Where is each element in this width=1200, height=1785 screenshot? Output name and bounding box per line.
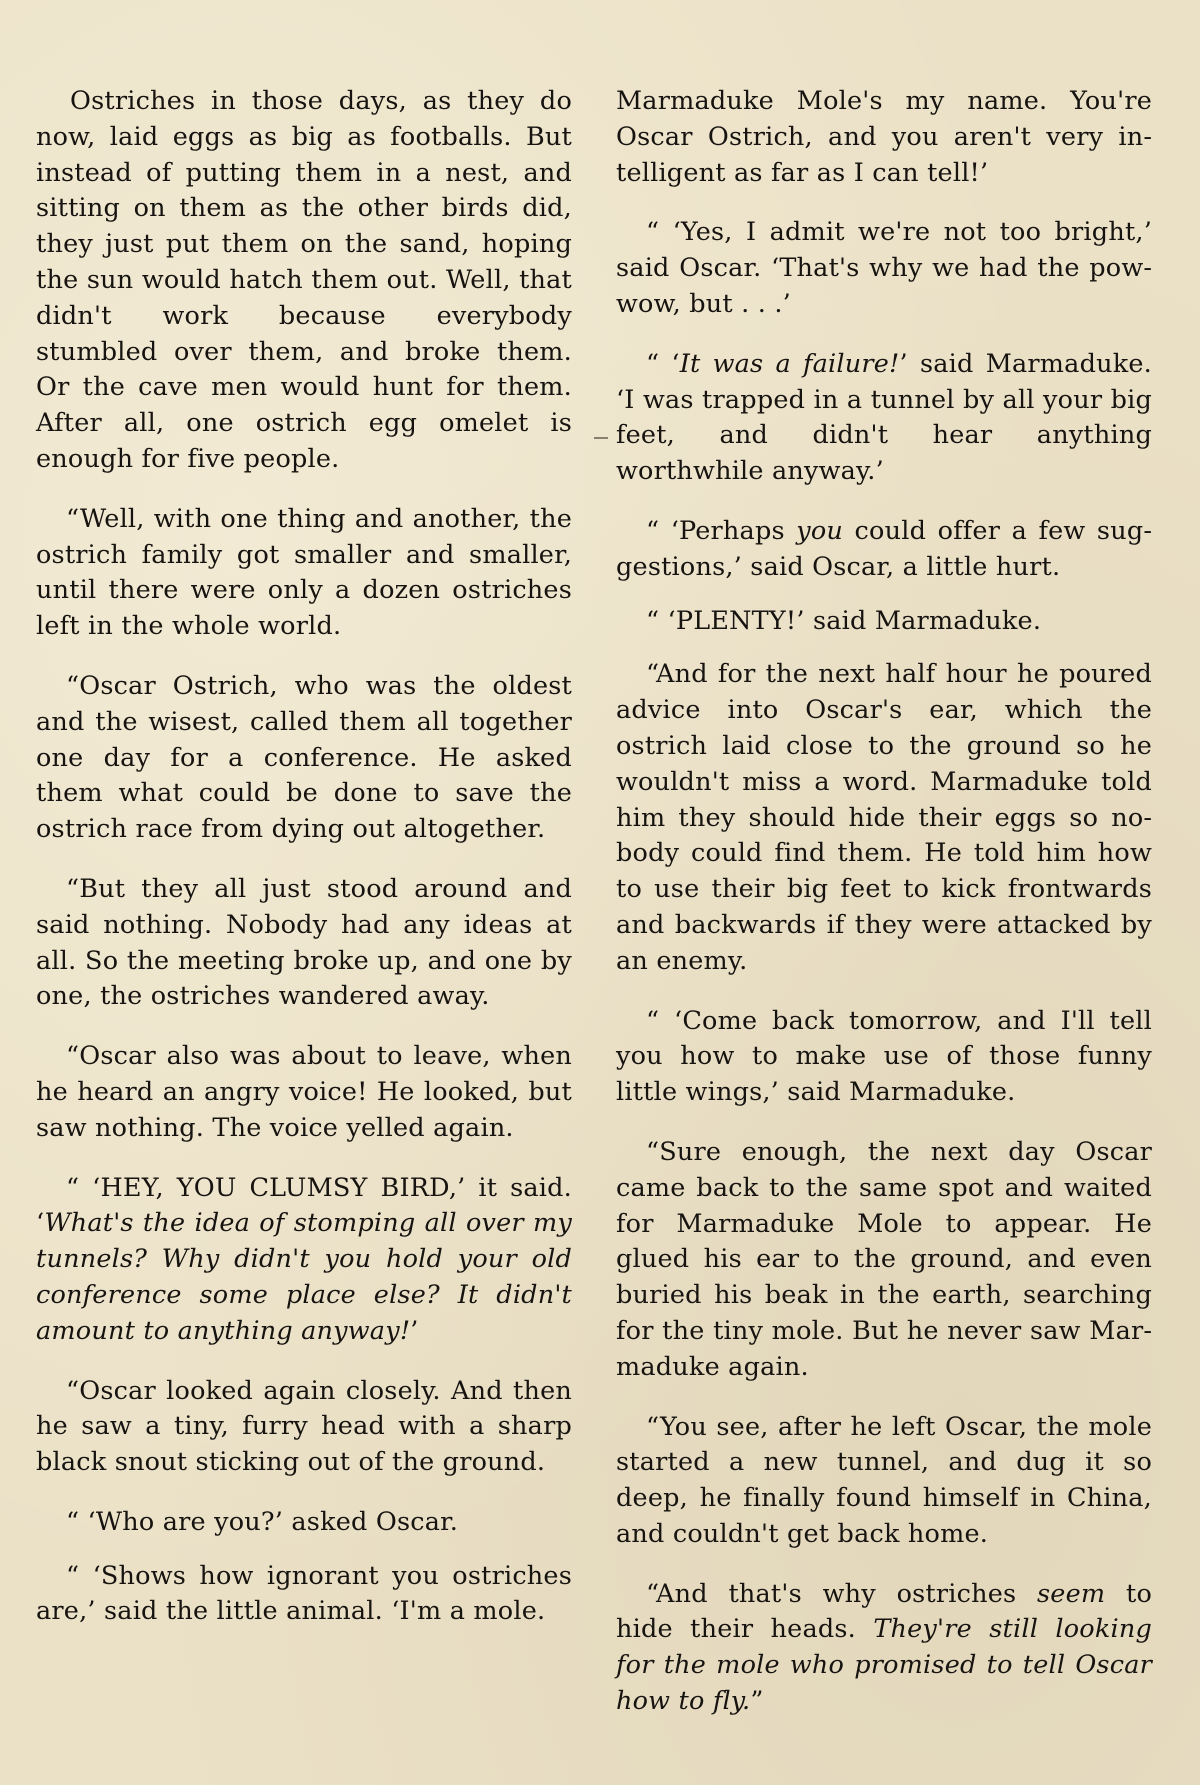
clumsy-bird-close: ’	[410, 1315, 419, 1346]
suggestions-rest: could offer a few suggestions,’ said Oscar, a little hurt.	[616, 515, 1152, 582]
paragraph-next-day: “Sure enough, the next day Oscar came back to the same spot and waited for Marmaduke Mole to appear. He glued his ear to the ground, and even buried his beak in the earth, searching for the tiny mole. But he never saw Marmaduke again.	[616, 1136, 1152, 1382]
paragraph-marmaduke-name: Marmaduke Mole's my name. You're Oscar Ostrich, and you aren't very intelligent as far as I can tell!’	[616, 86, 1152, 188]
ending-close: ”	[750, 1686, 764, 1717]
paragraph-come-back: “ ‘Come back tomorrow, and I'll tell you how to make use of those funny little wings,’ said Marmaduke.	[616, 1005, 1152, 1108]
paragraph-china: “You see, after he left Oscar, the mole started a new tunnel, and dug it so deep, he finally found himself in China, and couldn't get back home.	[616, 1411, 1152, 1549]
ending-italic-still-looking: They're still looking for the mole who promised to tell Oscar how to fly.	[616, 1614, 1152, 1717]
paragraph-suggestions	[616, 514, 1152, 586]
paragraph-plenty: “ ‘PLENTY!’ said Marmaduke.	[646, 605, 1042, 636]
failure-open: “ ‘	[646, 348, 680, 379]
paragraph-conference: “Oscar Ostrich, who was the oldest and the wisest, called them all together one day for a conference. He asked them what could be done to save the ostrich race from dying out altogether.	[36, 670, 572, 845]
paragraph-eggs: Ostriches in those days, as they do now, laid eggs as big as footballs. But instead of putting them in a nest, and sitting on them as the other birds did, they just put them on the sand, hoping the sun would hatch them out. Well, that didn't work because everybody stumbled over them, and broke them. Or the cave men would hunt for them. After all, one ostrich egg omelet is enough for five people.	[36, 86, 572, 474]
failure-italic: It was a failure!	[679, 348, 900, 379]
suggestions-italic-you: you	[796, 515, 844, 546]
paragraph-who-are-you: “ ‘Who are you?’ asked Oscar.	[66, 1506, 459, 1537]
paragraph-clumsy-bird	[36, 1171, 572, 1350]
right-text-column	[616, 84, 1152, 1744]
clumsy-bird-italic: What's the idea of stomping all over my tunnels? Why didn't you hold your old conference some place else? It didn't amount to anything anyway!	[36, 1208, 572, 1346]
paragraph-family-smaller: “Well, with one thing and another, the ostrich family got smaller and smaller, until there were only a dozen ostriches left in the whole world.	[36, 503, 572, 642]
suggestions-open: “ ‘Perhaps	[646, 515, 797, 546]
ending-middle: to hide their heads.	[616, 1578, 1152, 1645]
ending-open: “And that's why ostriches	[646, 1578, 1038, 1609]
column-gutter-mark	[594, 437, 608, 439]
failure-rest: ’ said Marmaduke. ‘I was trapped in a tunnel by all your big feet, and didn't hear anything worthwhile anyway.’	[616, 348, 1152, 487]
paragraph-im-a-mole: “ ‘Shows how ignorant you ostriches are,’ said the little animal. ‘I'm a mole.	[36, 1560, 572, 1627]
left-text-column	[36, 84, 572, 1654]
paragraph-not-too-bright: “ ‘Yes, I admit we're not too bright,’ said Oscar. ‘That's why we had the powwow, but . . .’	[616, 217, 1152, 319]
paragraph-seem-to-hide	[616, 1577, 1152, 1720]
paragraph-no-ideas: “But they all just stood around and said nothing. Nobody had any ideas at all. So the meeting broke up, and one by one, the ostriches wandered away.	[36, 873, 572, 1012]
paragraph-failure	[616, 347, 1152, 490]
clumsy-bird-shout: “ ‘HEY, YOU CLUMSY BIRD,’ it said. ‘	[36, 1172, 572, 1239]
paragraph-furry-head: “Oscar looked again closely. And then he saw a tiny, furry head with a sharp black snout sticking out of the ground.	[36, 1375, 572, 1478]
ending-italic-seem: seem	[1037, 1578, 1106, 1609]
paragraph-angry-voice: “Oscar also was about to leave, when he heard an angry voice! He looked, but saw nothing. The voice yelled again.	[36, 1041, 572, 1143]
paragraph-advice: “And for the next half hour he poured advice into Oscar's ear, which the ostrich laid close to the ground so he wouldn't miss a word. Marmaduke told him they should hide their eggs so nobody could find them. He told him how to use their big feet to kick frontwards and backwards if they were attacked by an enemy.	[616, 659, 1152, 976]
